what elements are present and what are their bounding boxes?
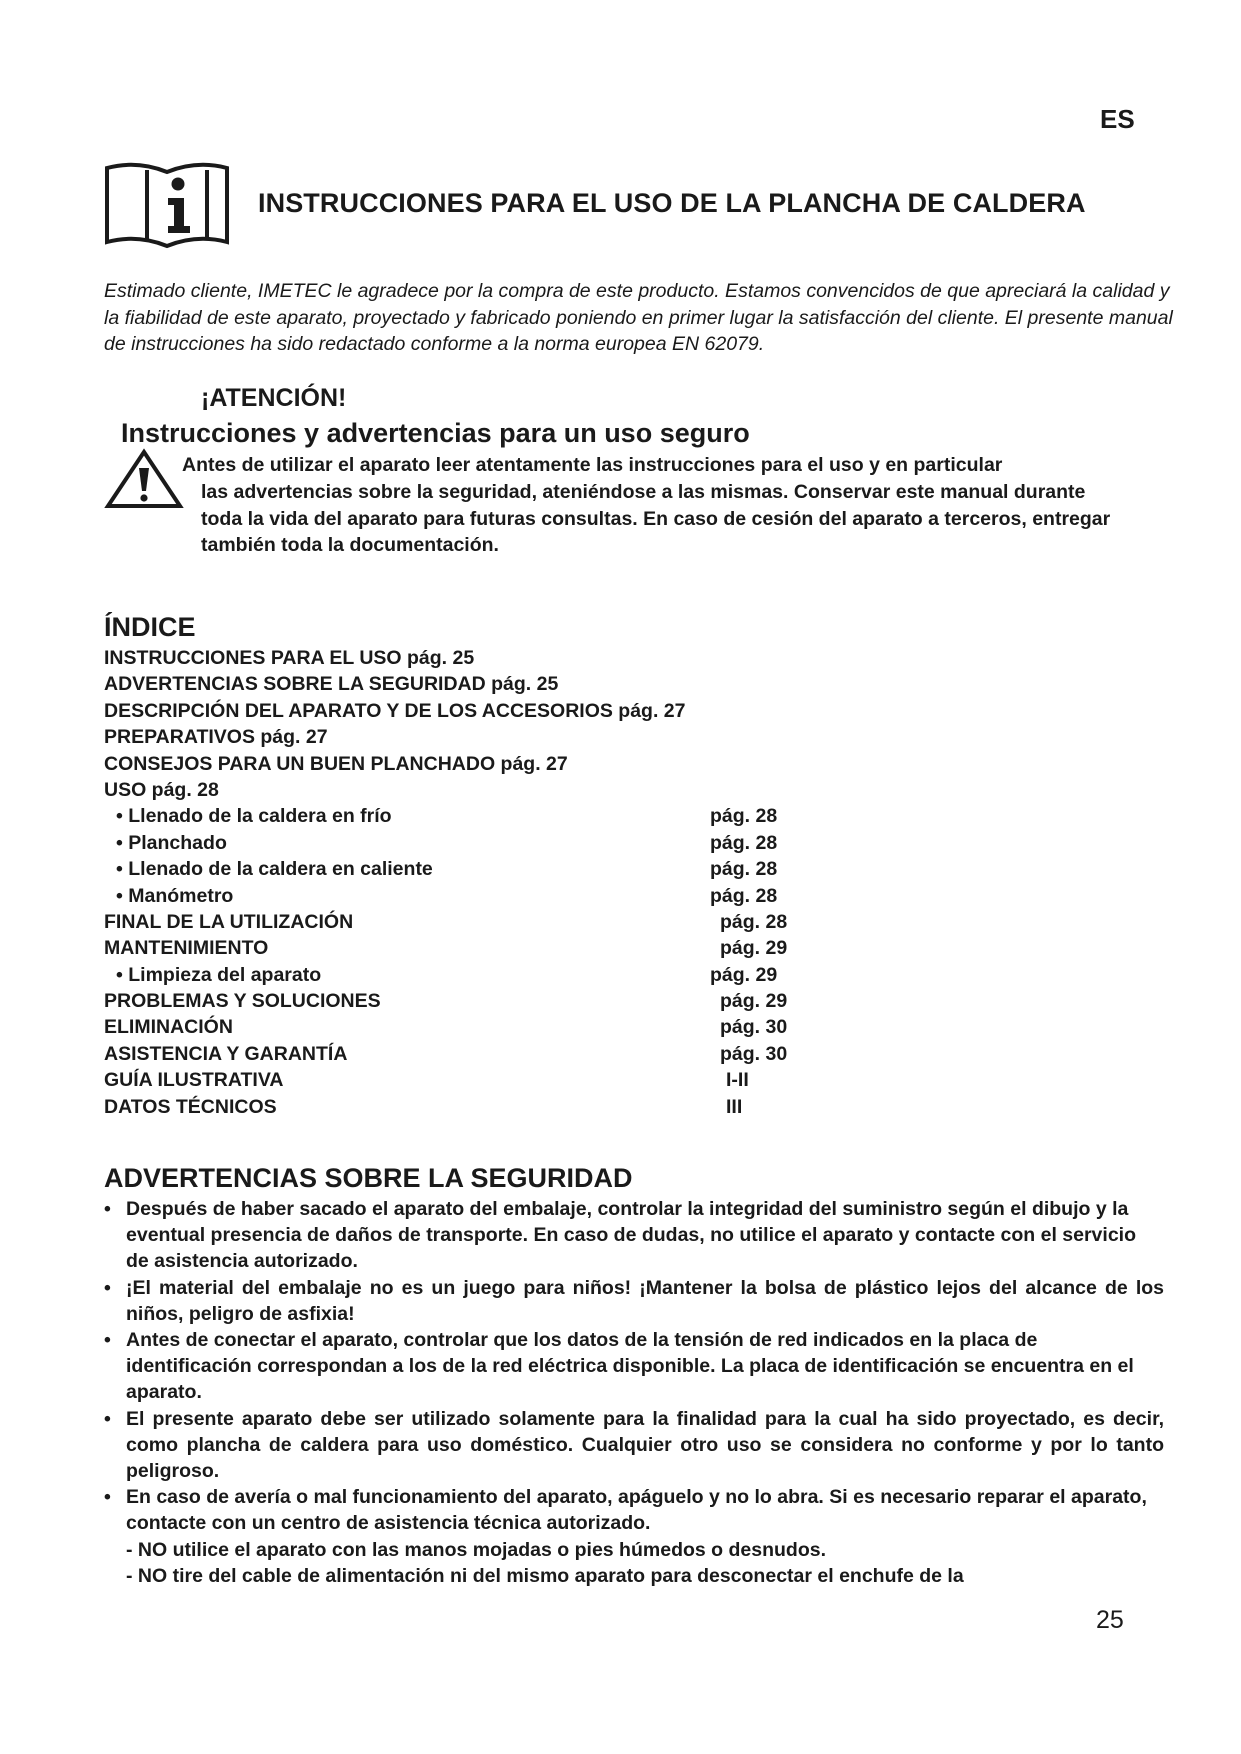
safety-item: • En caso de avería o mal funcionamiento del aparato, apáguelo y no lo abra. Si es necesario reparar el aparato, contacte con un centro de asistencia técnica autorizado. xyxy=(104,1484,1164,1536)
attention-subtitle: Instrucciones y advertencias para un uso seguro xyxy=(121,418,750,448)
toc-entry-label: USO pág. 28 xyxy=(104,778,219,801)
toc-entry xyxy=(104,751,1004,777)
toc-entry xyxy=(104,1067,1004,1093)
toc-entry xyxy=(104,671,1004,697)
safety-subitem: - NO tire del cable de alimentación ni del mismo aparato para desconectar el enchufe de la xyxy=(126,1564,964,1587)
index-heading: ÍNDICE xyxy=(104,612,196,642)
attention-text-rest: las advertencias sobre la seguridad, ateniéndose a las mismas. Conservar este manual durante toda la vida del aparato para futuras consultas. En caso de cesión del aparato a terceros, entregar también toda la documentación. xyxy=(201,480,1111,557)
safety-item: • Después de haber sacado el aparato del embalaje, controlar la integridad del suministro según el dibujo y la eventual presencia de daños de transporte. En caso de dudas, no utilice el aparato y contacte con el servicio de asistencia autorizado. xyxy=(104,1196,1164,1275)
toc-entry-page: I-II xyxy=(726,1069,749,1092)
toc-entry xyxy=(104,803,1004,829)
toc-entry-label: ELIMINACIÓN xyxy=(104,1016,233,1039)
toc-entry-label: PREPARATIVOS pág. 27 xyxy=(104,726,328,749)
attention-text xyxy=(116,452,1126,559)
safety-item: • El presente aparato debe ser utilizado solamente para la finalidad para la cual ha sido proyectado, es decir, como plancha de caldera para uso doméstico. Cualquier otro uso se considera no conforme y por lo tanto peligroso. xyxy=(104,1406,1164,1485)
toc-entry-page: pág. 29 xyxy=(720,937,788,960)
safety-subitem: - NO utilice el aparato con las manos mojadas o pies húmedos o desnudos. xyxy=(126,1538,826,1561)
attention-text-first-line: Antes de utilizar el aparato leer atentamente las instrucciones para el uso y en particular xyxy=(182,454,1003,476)
page-title: INSTRUCCIONES PARA EL USO DE LA PLANCHA DE CALDERA xyxy=(258,188,1086,218)
toc-entry xyxy=(104,935,1004,961)
toc-entry-label: MANTENIMIENTO xyxy=(104,937,269,960)
toc-entry-page: pág. 28 xyxy=(710,805,778,828)
toc-entry xyxy=(104,698,1004,724)
safety-item: • Antes de conectar el aparato, controlar que los datos de la tensión de red indicados en la placa de identificación correspondan a los de la red eléctrica disponible. La placa de identificación se encuentra en el aparato. xyxy=(104,1327,1164,1406)
info-manual-icon xyxy=(104,158,230,250)
toc-entry-label: • Planchado xyxy=(116,831,227,854)
toc-entry-label: DESCRIPCIÓN DEL APARATO Y DE LOS ACCESORIOS pág. 27 xyxy=(104,699,686,722)
toc-entry-label: • Llenado de la caldera en caliente xyxy=(116,858,433,881)
intro-paragraph: Estimado cliente, IMETEC le agradece por la compra de este producto. Estamos convencidos de que apreciará la calidad y la fiabilidad de este aparato, proyectado y fabricado poniendo en primer lugar la satisfacción del cliente. El presente manual de instrucciones ha sido redactado conforme a la norma europea EN 62079. xyxy=(104,280,1173,355)
toc-entry xyxy=(104,856,1004,882)
safety-heading: ADVERTENCIAS SOBRE LA SEGURIDAD xyxy=(104,1163,633,1193)
toc-entry-page: pág. 28 xyxy=(720,910,788,933)
toc-entry-label: FINAL DE LA UTILIZACIÓN xyxy=(104,910,354,933)
toc-entry xyxy=(104,830,1004,856)
toc-entry xyxy=(104,883,1004,909)
toc-entry-page: pág. 28 xyxy=(710,831,778,854)
safety-item: • ¡El material del embalaje no es un juego para niños! ¡Mantener la bolsa de plástico lejos del alcance de los niños, peligro de asfixia! xyxy=(104,1275,1164,1327)
toc-entry-label: PROBLEMAS Y SOLUCIONES xyxy=(104,990,381,1013)
toc-entry-page: pág. 29 xyxy=(720,990,788,1013)
toc-entry-label: • Llenado de la caldera en frío xyxy=(116,805,392,828)
toc-entry-label: CONSEJOS PARA UN BUEN PLANCHADO pág. 27 xyxy=(104,752,568,775)
toc-entry-label: INSTRUCCIONES PARA EL USO pág. 25 xyxy=(104,647,475,669)
language-code: ES xyxy=(1100,104,1135,134)
toc-entry xyxy=(104,988,1004,1014)
toc-entry-page: III xyxy=(726,1095,743,1118)
toc-entry xyxy=(104,1041,1004,1067)
toc-entry xyxy=(104,909,1004,935)
safety-warnings-list xyxy=(104,1196,1164,1589)
toc-entry xyxy=(104,1094,1004,1120)
toc-entry-page: pág. 28 xyxy=(710,858,778,881)
table-of-contents xyxy=(104,645,1004,1120)
toc-entry xyxy=(104,724,1004,750)
toc-entry xyxy=(104,962,1004,988)
toc-entry-page: pág. 30 xyxy=(720,1016,788,1039)
toc-entry-label: DATOS TÉCNICOS xyxy=(104,1095,277,1118)
toc-entry-page: pág. 29 xyxy=(710,963,778,986)
toc-entry xyxy=(104,1014,1004,1040)
toc-entry-label: • Limpieza del aparato xyxy=(116,963,322,986)
toc-entry-page: pág. 30 xyxy=(720,1042,788,1065)
toc-entry-label: GUÍA ILUSTRATIVA xyxy=(104,1069,284,1092)
toc-entry-label: ASISTENCIA Y GARANTÍA xyxy=(104,1042,348,1065)
toc-entry-page: pág. 28 xyxy=(710,884,778,907)
attention-title: ¡ATENCIÓN! xyxy=(201,384,347,412)
toc-entry xyxy=(104,777,1004,803)
toc-entry xyxy=(104,645,1004,671)
toc-entry-label: • Manómetro xyxy=(116,884,234,907)
page-number: 25 xyxy=(1096,1606,1124,1634)
toc-entry-label: ADVERTENCIAS SOBRE LA SEGURIDAD pág. 25 xyxy=(104,673,559,696)
